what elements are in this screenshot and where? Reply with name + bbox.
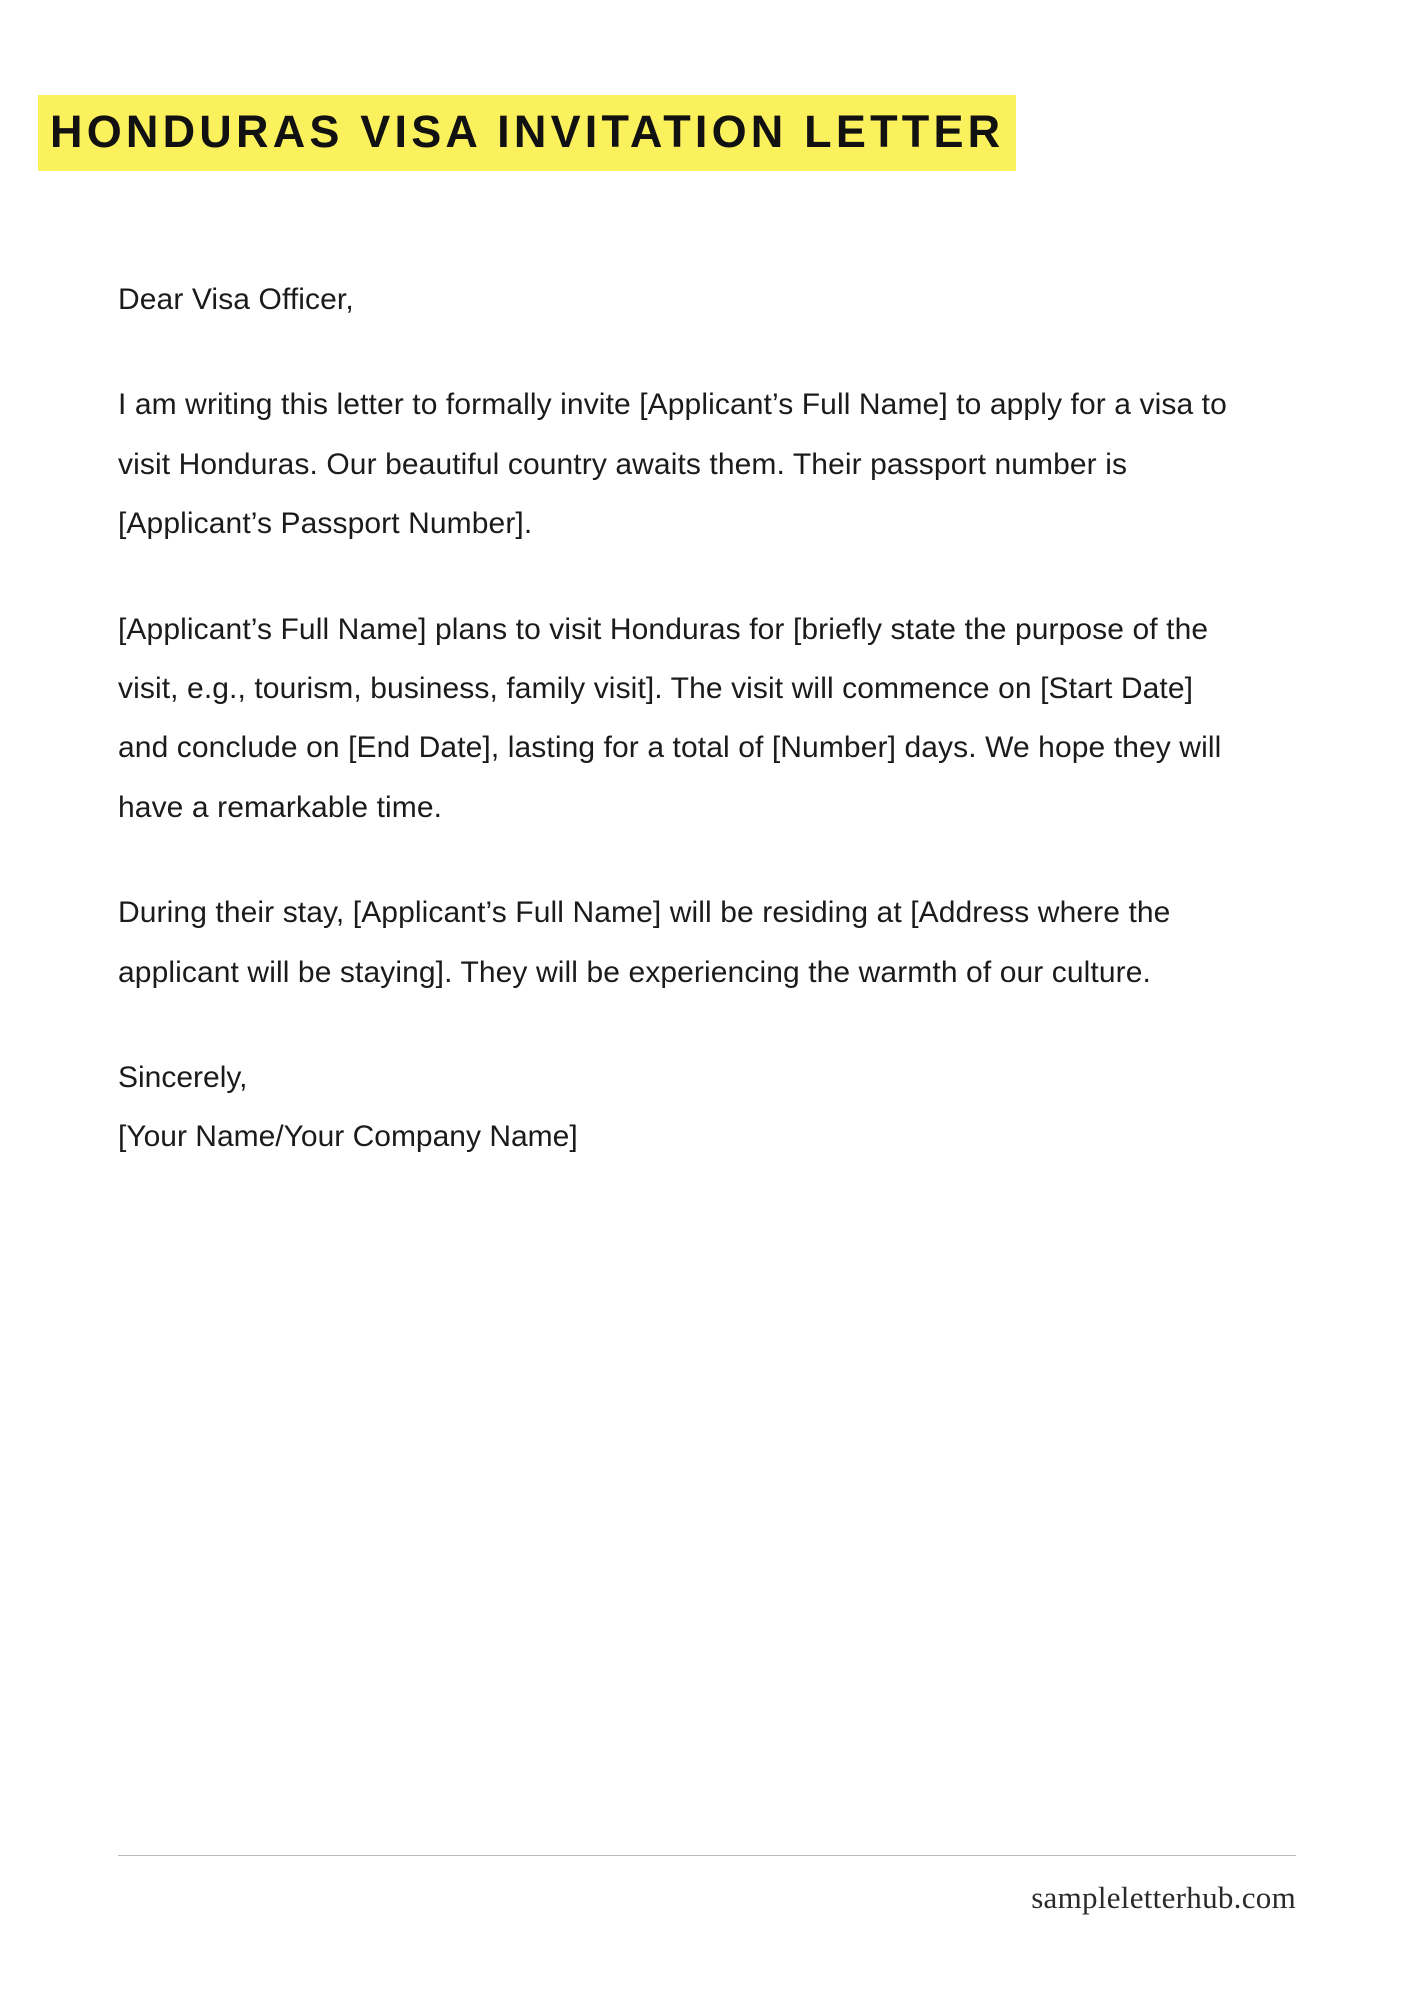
title-container <box>38 95 1376 171</box>
salutation: Dear Visa Officer, <box>118 283 354 316</box>
footer-divider <box>118 1855 1296 1856</box>
closing-line: Sincerely, <box>118 1060 248 1094</box>
paragraph-3: During their stay, [Applicant’s Full Name] will be residing at [Address where the applicant will be staying]. They will be experiencing the warmth of our culture. <box>118 896 1171 989</box>
signature-block <box>118 1048 1233 1167</box>
paragraph-2: [Applicant’s Full Name] plans to visit Honduras for [briefly state the purpose of the visit, e.g., tourism, business, family visit]. The visit will commence on [Start Date] and conclude on [End Date], lasting for a total of [Number] days. We hope they will have a remarkable time. <box>118 612 1222 824</box>
signature-line: [Your Name/Your Company Name] <box>118 1120 578 1154</box>
paragraph-1: I am writing this letter to formally invite [Applicant’s Full Name] to apply for a visa to visit Honduras. Our beautiful country awaits them. Their passport number is [Applicant’s Passport Number]. <box>118 388 1227 541</box>
page-title: HONDURAS VISA INVITATION LETTER <box>38 95 1016 171</box>
letter-body <box>118 270 1233 1167</box>
footer-site-name: sampleletterhub.com <box>1031 1880 1296 1915</box>
